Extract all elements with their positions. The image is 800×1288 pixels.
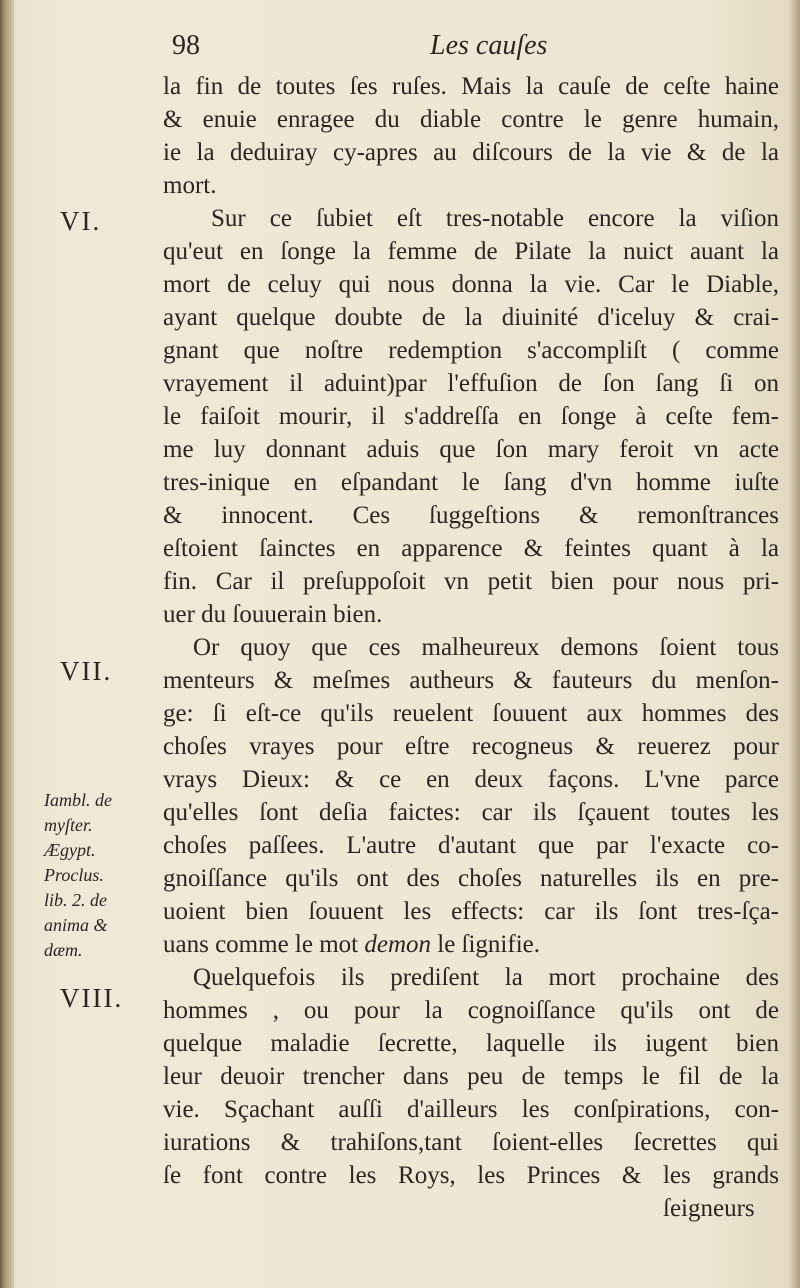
text-line: ge: ſi eſt-ce qu'ils reuelent ſouuent aux hommes des [163,700,779,727]
body-text [163,70,779,1225]
text-line: la fin de toutes ſes ruſes. Mais la cauſe de ceſte haine [163,73,779,100]
page-header [172,30,772,70]
text-line: leur deuoir trencher dans peu de temps le fil de la [163,1063,779,1090]
margin-note-line: lib. 2. de [44,890,107,910]
text-line: gnoiſſance qu'ils ont des choſes naturelles ils en pre- [163,865,779,892]
text-fragment: uans comme le mot [163,931,359,958]
text-line: Sur ce ſubiet eſt tres-notable encore la viſion [211,205,779,232]
margin-note-line: Iambl. de [44,790,112,810]
text-line: mort. [163,172,217,199]
text-line: vrays Dieux: & ce en deux façons. L'vne parce [163,766,779,793]
margin-note-line: myſter. [44,815,93,835]
text-line: qu'elles ſont deſia faictes: car ils ſçauent toutes les [163,799,779,826]
text-line: vie. Sçachant auſſi d'ailleurs les conſpirations, con- [163,1096,779,1123]
text-line: ie la deduiray cy-apres au diſcours de la vie & de la [163,139,779,166]
text-line: vrayement il aduint)par l'effuſion de ſon ſang ſi on [163,370,779,397]
text-line: & enuie enragee du diable contre le genre humain, [163,106,779,133]
running-title: Les cauſes [430,30,548,61]
catchword: ſeigneurs [663,1195,755,1222]
margin-note [44,788,154,963]
text-line: & innocent. Ces ſuggeſtions & remonſtrances [163,502,779,529]
section-marker-vi: VI. [60,206,102,236]
text-line: qu'eut en ſonge la femme de Pilate la nuict auant la [163,238,779,265]
text-line: choſes paſſees. L'autre d'autant que par l'exacte co- [163,832,779,859]
text-line: menteurs & meſmes autheurs & fauteurs du menſon- [163,667,779,694]
text-line: choſes vrayes pour eſtre recogneus & reuerez pour [163,733,779,760]
book-binding [0,0,14,1288]
text-line: Quelquefois ils prediſent la mort prochaine des [193,964,779,991]
text-line: mort de celuy qui nous donna la vie. Car le Diable, [163,271,779,298]
text-line: iurations & trahiſons,tant ſoient-elles ſecrettes qui [163,1129,779,1156]
text-line: hommes , ou pour la cognoiſſance qu'ils ont de [163,997,779,1024]
section-marker-vii: VII. [60,656,113,686]
text-line: Or quoy que ces malheureux demons ſoient tous [193,634,779,661]
text-line: uer du ſouuerain bien. [163,601,383,628]
margin-note-line: Ægypt. [44,840,96,860]
margin-note-line: Proclus. [44,865,104,885]
text-line: tres-inique en eſpandant le ſang d'vn homme iuſte [163,469,779,496]
text-line: uoient bien ſouuent les effects: car ils ſont tres-ſça- [163,898,779,925]
text-line: ayant quelque doubte de la diuinité d'iceluy & crai- [163,304,779,331]
text-line: ſe font contre les Roys, les Princes & les grands [163,1162,779,1189]
text-line: fin. Car il preſuppoſoit vn petit bien pour nous pri- [163,568,779,595]
section-marker-viii: VIII. [60,983,124,1013]
margin-note-line: dæm. [44,940,83,960]
margin-note-line: anima & [44,915,108,935]
text-line: eſtoient ſainctes en apparence & feintes quant à la [163,535,779,562]
page-edge [788,0,800,1288]
text-line: gnant que noſtre redemption s'accompliſt ( comme [163,337,779,364]
text-line: quelque maladie ſecrette, laquelle ils iugent bien [163,1030,779,1057]
emphasized-word: demon [364,931,431,958]
page-number: 98 [172,30,200,61]
text-line: le faiſoit mourir, il s'addreſſa en ſonge à ceſte fem- [163,403,779,430]
text-fragment: le ſignifie. [437,931,540,958]
text-line [163,928,779,961]
text-line: me luy donnant aduis que ſon mary feroit vn acte [163,436,779,463]
